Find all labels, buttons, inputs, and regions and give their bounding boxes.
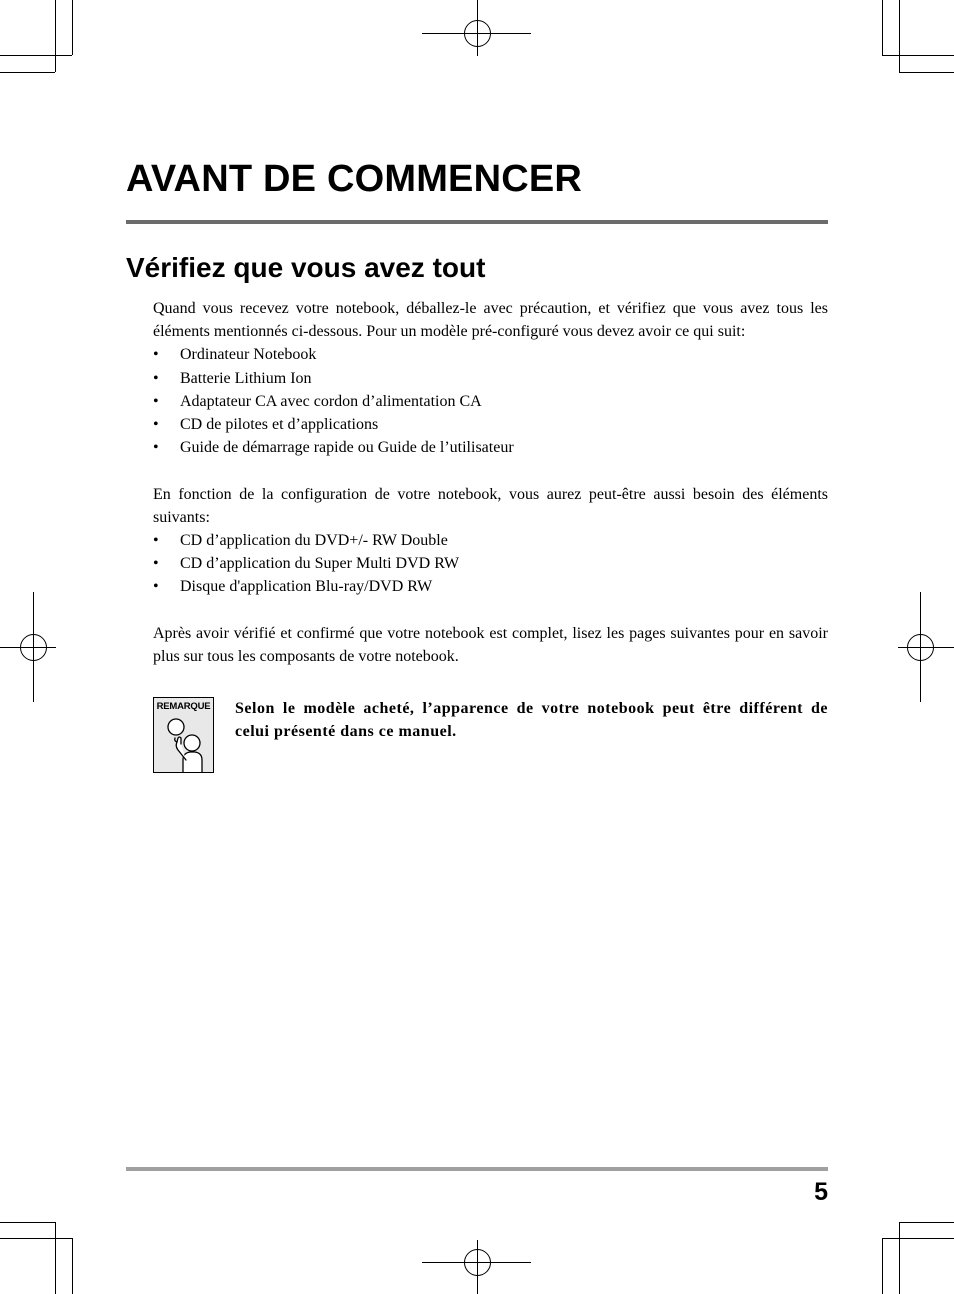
intro-paragraph: Quand vous recevez votre notebook, déballez-le avec précaution, et vérifiez que vous avez tous les éléments mentionnés ci-dessous. Pour un modèle pré-configuré vous devez avoir ce qui suit: — [153, 300, 828, 341]
bullet: • — [153, 439, 159, 457]
list-item — [153, 529, 828, 552]
footer-rule — [126, 1167, 828, 1171]
title-rule — [126, 220, 828, 224]
list-item — [153, 436, 828, 459]
list-item-text: CD d’application du Super Multi DVD RW — [180, 555, 460, 573]
list-item — [153, 413, 828, 436]
list-item-text: Batterie Lithium Ion — [180, 369, 312, 387]
list-item-text: Disque d'application Blu-ray/DVD RW — [180, 578, 433, 596]
bullet: • — [153, 369, 159, 387]
page-number: 5 — [814, 1178, 828, 1206]
paragraph-gap — [153, 459, 828, 482]
list-item-text: Guide de démarrage rapide ou Guide de l’utilisateur — [180, 439, 514, 457]
list-item — [153, 575, 828, 598]
note-icon — [153, 697, 214, 773]
optional-items-list — [153, 529, 828, 599]
bullet: • — [153, 532, 159, 550]
list-item-text: CD de pilotes et d’applications — [180, 416, 379, 434]
list-item — [153, 390, 828, 413]
list-item-text: Adaptateur CA avec cordon d’alimentation CA — [180, 392, 482, 410]
list-item — [153, 367, 828, 390]
bullet: • — [153, 346, 159, 364]
bullet: • — [153, 416, 159, 434]
paragraph-gap — [153, 599, 828, 622]
package-contents-list — [153, 343, 828, 459]
bullet: • — [153, 578, 159, 596]
list-item-text: Ordinateur Notebook — [180, 346, 317, 364]
closing-paragraph: Après avoir vérifié et confirmé que votre notebook est complet, lisez les pages suivantes pour en savoir plus sur tous les composants de votre notebook. — [153, 624, 828, 666]
note-label: REMARQUE — [156, 701, 211, 712]
body-content — [153, 297, 828, 668]
list-item — [153, 343, 828, 366]
list-item — [153, 552, 828, 575]
bullet: • — [153, 555, 159, 573]
note-text: Selon le modèle acheté, l’apparence de votre notebook peut être différent de celui présenté dans ce manuel. — [235, 700, 828, 741]
chapter-title: AVANT DE COMMENCER — [126, 158, 583, 200]
person-thinking-icon — [166, 716, 204, 772]
optional-intro-paragraph: En fonction de la configuration de votre notebook, vous aurez peut-être aussi besoin des éléments suivants: — [153, 485, 828, 526]
list-item-text: CD d’application du DVD+/- RW Double — [180, 532, 448, 550]
section-title: Vérifiez que vous avez tout — [126, 252, 486, 283]
bullet: • — [153, 392, 159, 410]
